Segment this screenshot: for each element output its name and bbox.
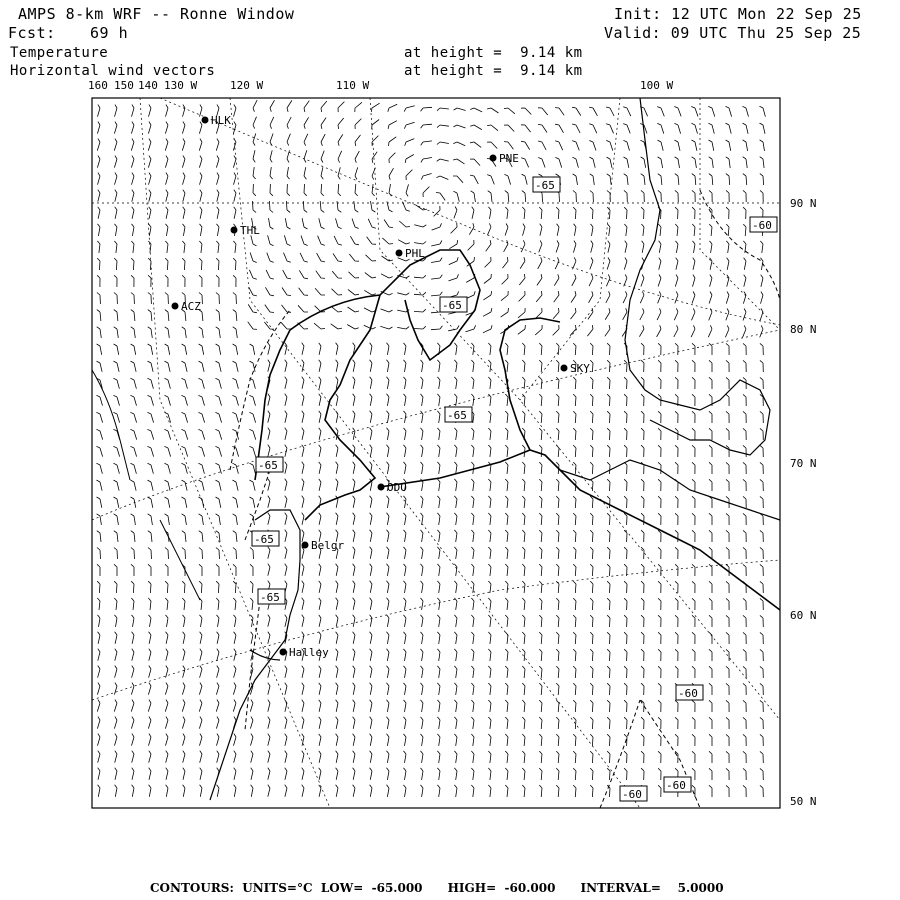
- field-temperature: Temperature: [10, 45, 109, 61]
- wind-vector-field: [96, 100, 765, 797]
- contour-legend: CONTOURS: UNITS=°C LOW= -65.000 HIGH= -60.000 INTERVAL= 5.0000: [150, 881, 724, 895]
- station-marker: [302, 542, 309, 549]
- lat-label: 60 N: [790, 609, 817, 622]
- lat-label: 90 N: [790, 197, 817, 210]
- station-marker: [280, 649, 287, 656]
- station-marker: [561, 365, 568, 372]
- init-time: Init: 12 UTC Mon 22 Sep 25: [614, 5, 862, 23]
- contour-label: -65: [254, 533, 274, 546]
- contour-label: -60: [666, 779, 686, 792]
- station-label: ODO: [387, 481, 407, 494]
- station-label: Halley: [289, 646, 329, 659]
- contour-label: -60: [622, 788, 642, 801]
- lon-label: 120 W: [230, 79, 264, 92]
- lon-label: 140: [138, 79, 158, 92]
- height-label-1: at height = 9.14 km: [404, 45, 583, 61]
- lat-label: 80 N: [790, 323, 817, 336]
- lon-label: 130 W: [164, 79, 198, 92]
- forecast-label: Fcst:: [8, 24, 56, 42]
- contour-label: -60: [678, 687, 698, 700]
- contour-label: -65: [260, 591, 280, 604]
- height-label-2: at height = 9.14 km: [404, 63, 583, 79]
- wind-barbs: [96, 100, 765, 797]
- station-marker: [490, 155, 497, 162]
- lon-label: 160: [88, 79, 108, 92]
- station-label: Belgr: [311, 539, 345, 552]
- lon-label: 100 W: [640, 79, 674, 92]
- forecast-hours: 69 h: [90, 24, 129, 42]
- contour-label: -65: [447, 409, 467, 422]
- station-marker: [378, 484, 385, 491]
- valid-time: Valid: 09 UTC Thu 25 Sep 25: [604, 24, 862, 42]
- station-marker: [396, 250, 403, 257]
- contour-label: -60: [752, 219, 772, 232]
- lat-label: 50 N: [790, 795, 817, 808]
- station-label: THL: [240, 224, 260, 237]
- station-label: HLK: [211, 114, 231, 127]
- station-label: PNE: [499, 152, 519, 165]
- station-label: ACZ: [181, 300, 201, 313]
- station-label: PHL: [405, 247, 425, 260]
- lon-label: 110 W: [336, 79, 370, 92]
- lat-label: 70 N: [790, 457, 817, 470]
- contour-label: -65: [535, 179, 555, 192]
- station-label: SKY: [570, 362, 590, 375]
- field-wind-vectors: Horizontal wind vectors: [10, 63, 216, 79]
- contour-label: -65: [258, 459, 278, 472]
- lon-label: 150: [114, 79, 134, 92]
- station-marker: [172, 303, 179, 310]
- contour-label: -65: [442, 299, 462, 312]
- temperature-contours: [230, 190, 780, 808]
- station-marker: [202, 117, 209, 124]
- station-marker: [231, 227, 238, 234]
- map-title: AMPS 8-km WRF -- Ronne Window: [18, 5, 295, 23]
- map-labels: [88, 79, 817, 808]
